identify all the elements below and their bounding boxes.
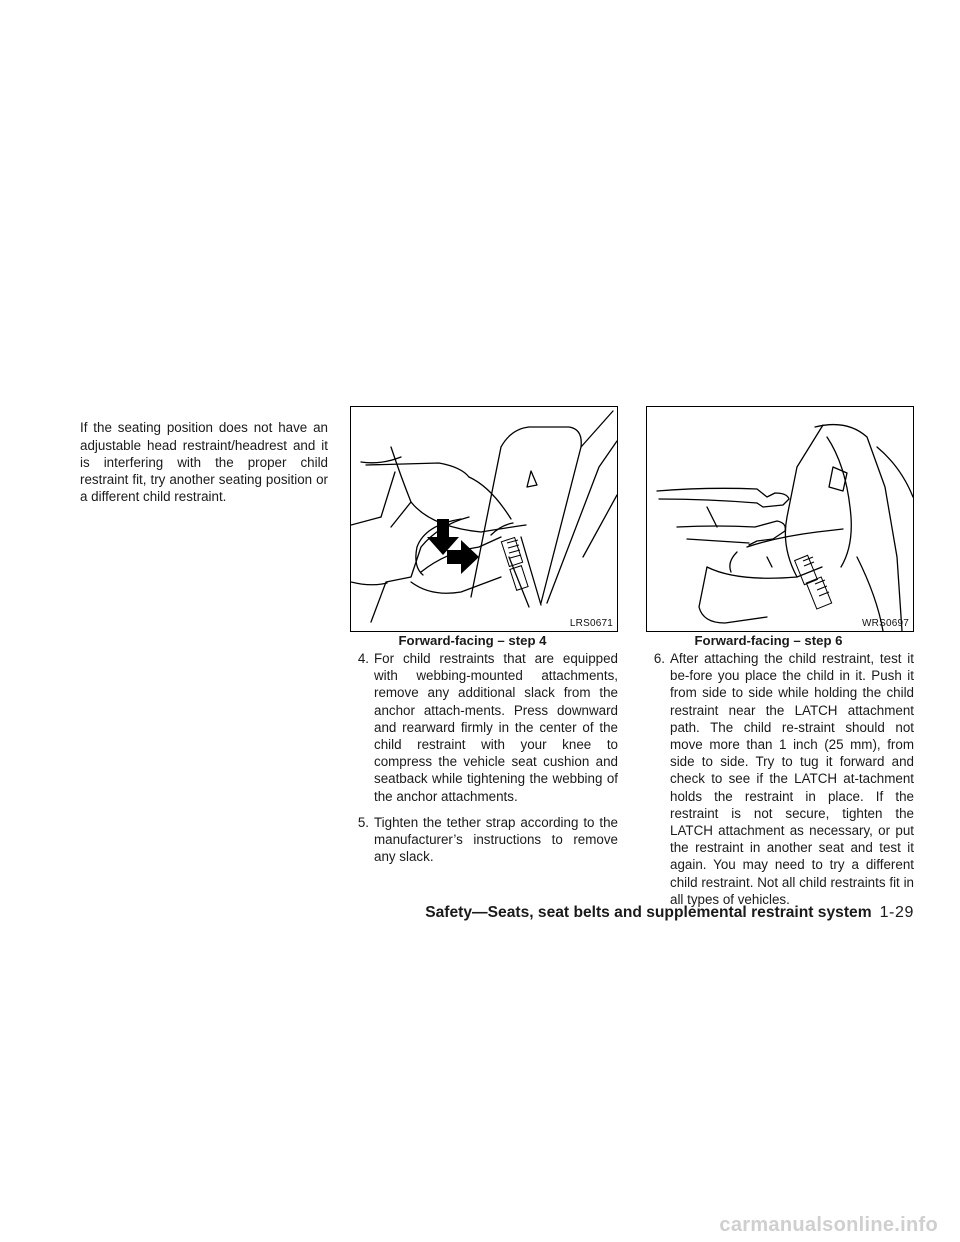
child-seat-knee-press-illustration — [351, 407, 617, 631]
step-text: For child restraints that are equipped with webbing-mounted attachments, remove any additional slack from the anchor attach-ments. Press downward and rearward firmly in the center of the child restraint with your knee to compress the vehicle seat cushion and seatback while tightening the webbing of the anchor attachments. — [374, 651, 618, 804]
figure-forward-facing-step-6 — [646, 406, 914, 632]
figure-code: LRS0671 — [569, 618, 613, 629]
figure-code: WRS0697 — [862, 618, 909, 629]
list-item — [352, 814, 618, 866]
figure-forward-facing-step-4 — [350, 406, 618, 632]
list-item — [648, 650, 914, 908]
figure-caption: Forward-facing – step 4 — [398, 633, 547, 648]
downward-arrow-icon — [427, 519, 459, 555]
step-number: 6. — [653, 651, 665, 666]
steps-list-middle — [352, 650, 618, 874]
step-number: 5. — [357, 814, 369, 830]
page-number: 1-29 — [879, 904, 914, 921]
steps-list-right — [648, 650, 914, 917]
section-title: Safety—Seats, seat belts and supplemental restraint system — [425, 904, 872, 921]
step-text: Tighten the tether strap according to the manufacturer’s instructions to remove any slack. — [374, 814, 618, 865]
intro-paragraph: If the seating position does not have an adjustable head restraint/headrest and it is interfering with the proper child restraint fit, try another seating position or a different child restraint. — [80, 420, 328, 505]
list-item — [352, 650, 618, 805]
page-footer — [420, 904, 914, 922]
step-number: 4. — [357, 651, 369, 666]
child-seat-push-test-illustration — [647, 407, 913, 631]
watermark: carmanualsonline.info — [719, 1214, 938, 1236]
step-text: After attaching the child restraint, test it be-fore you place the child in it. Push it from side to side while holding the child restraint near the LATCH attachment path. The child re-straint should not move more than 1 inch (25 mm), from side to side. Try to tug it forward and check to see if the LATCH at-tachment holds the restraint in place. If the restraint is not secure, tighten the LATCH attachment as necessary, or put the restraint in another seat and test it again. You may need to try a different child restraint. Not all child restraints fit in all types of vehicles. — [670, 651, 914, 907]
figure-caption: Forward-facing – step 6 — [694, 633, 843, 648]
